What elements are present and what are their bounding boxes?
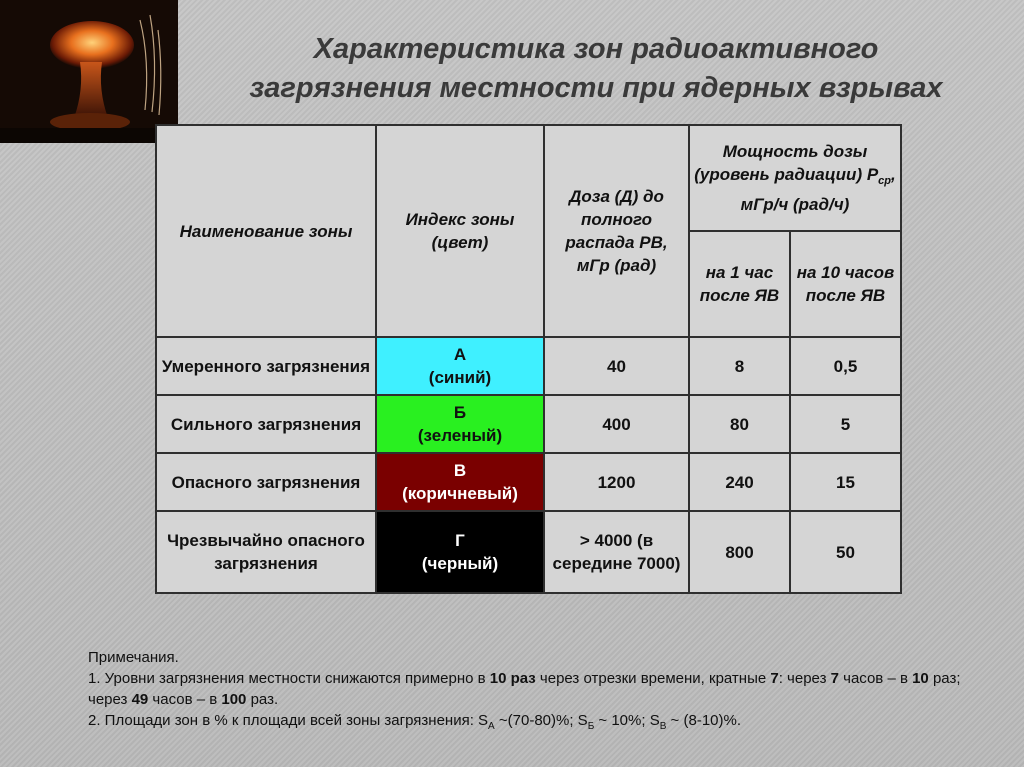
- power-10h-cell: 5: [790, 395, 901, 453]
- header-power-suffix: , мГр/ч (рад/ч): [740, 165, 896, 214]
- power-1h-cell: 800: [689, 511, 790, 593]
- note-text: раз.: [246, 691, 279, 708]
- table-row: [156, 511, 901, 593]
- header-after-1h: на 1 час после ЯВ: [689, 231, 790, 337]
- note-text: ~(70-80)%; S: [494, 712, 588, 729]
- note-text: ~ (8-10)%.: [666, 712, 742, 729]
- header-dose: Доза (Д) до полного распада РВ, мГр (рад): [544, 125, 689, 337]
- zone-color-name: (черный): [421, 554, 499, 573]
- notes-section: [88, 647, 988, 737]
- note-text: часов – в: [148, 691, 222, 708]
- dose-cell: 1200: [544, 453, 689, 511]
- zone-color-name: (синий): [428, 368, 492, 387]
- note-text: : через: [778, 670, 831, 687]
- dose-cell: 40: [544, 337, 689, 395]
- power-10h-cell: 15: [790, 453, 901, 511]
- table-row: [156, 395, 901, 453]
- power-1h-cell: 80: [689, 395, 790, 453]
- note-emphasis: 10: [912, 670, 929, 687]
- note-subscript: В: [659, 721, 667, 732]
- zone-index-cell: [376, 337, 544, 395]
- zone-color-name: (зеленый): [417, 426, 503, 445]
- note-emphasis: 7: [770, 670, 779, 687]
- zone-color-name: (коричневый): [402, 484, 518, 503]
- header-zone-index: Индекс зоны (цвет): [376, 125, 544, 337]
- zone-name-cell: Чрезвычайно опасного загрязнения: [156, 511, 376, 593]
- note-text: часов – в: [838, 670, 913, 687]
- note-emphasis: 100: [221, 691, 247, 708]
- note-emphasis: 10 раз: [489, 670, 536, 687]
- zone-index-letter: Б: [453, 403, 467, 422]
- table-row: [156, 453, 901, 511]
- header-power-sub: ср: [878, 175, 892, 187]
- power-10h-cell: 50: [790, 511, 901, 593]
- title-line-2: загрязнения местности при ядерных взрывах: [249, 72, 943, 104]
- zone-index-cell: [376, 511, 544, 593]
- notes-heading: Примечания.: [88, 649, 179, 666]
- note-text: ~ 10%; S: [594, 712, 660, 729]
- dose-cell: > 4000 (в середине 7000): [544, 511, 689, 593]
- note-text: 2. Площади зон в % к площади всей зоны загрязнения: S: [88, 712, 489, 729]
- contamination-zones-table: [155, 124, 902, 594]
- zone-name-cell: Умеренного загрязнения: [156, 337, 376, 395]
- note-subscript: Б: [587, 721, 595, 732]
- note-text: раз; через: [88, 670, 961, 708]
- note-emphasis: 7: [830, 670, 839, 687]
- zone-index-letter: Г: [455, 531, 465, 550]
- note-text: через отрезки времени, кратные: [535, 670, 771, 687]
- title-line-1: Характеристика зон радиоактивного: [313, 33, 879, 65]
- dose-cell: 400: [544, 395, 689, 453]
- zone-index-cell: [376, 453, 544, 511]
- note-emphasis: 49: [131, 691, 149, 708]
- power-1h-cell: 240: [689, 453, 790, 511]
- nuclear-explosion-photo: [0, 0, 178, 143]
- zone-name-cell: Опасного загрязнения: [156, 453, 376, 511]
- page-title: [186, 30, 1006, 108]
- header-after-10h: на 10 часов после ЯВ: [790, 231, 901, 337]
- table-row: [156, 337, 901, 395]
- zone-index-cell: [376, 395, 544, 453]
- header-row-1: [156, 125, 901, 231]
- power-1h-cell: 8: [689, 337, 790, 395]
- note-text: 1. Уровни загрязнения местности снижаются примерно в: [88, 670, 490, 687]
- zone-name-cell: Сильного загрязнения: [156, 395, 376, 453]
- power-10h-cell: 0,5: [790, 337, 901, 395]
- zone-index-letter: В: [453, 461, 467, 480]
- note-subscript: А: [488, 721, 495, 732]
- header-dose-power: [689, 125, 901, 231]
- header-zone-name: Наименование зоны: [156, 125, 376, 337]
- header-power-prefix: Мощность дозы (уровень радиации) P: [694, 142, 879, 184]
- note-1: [88, 668, 988, 710]
- zone-index-letter: А: [453, 345, 467, 364]
- note-2: [88, 710, 988, 737]
